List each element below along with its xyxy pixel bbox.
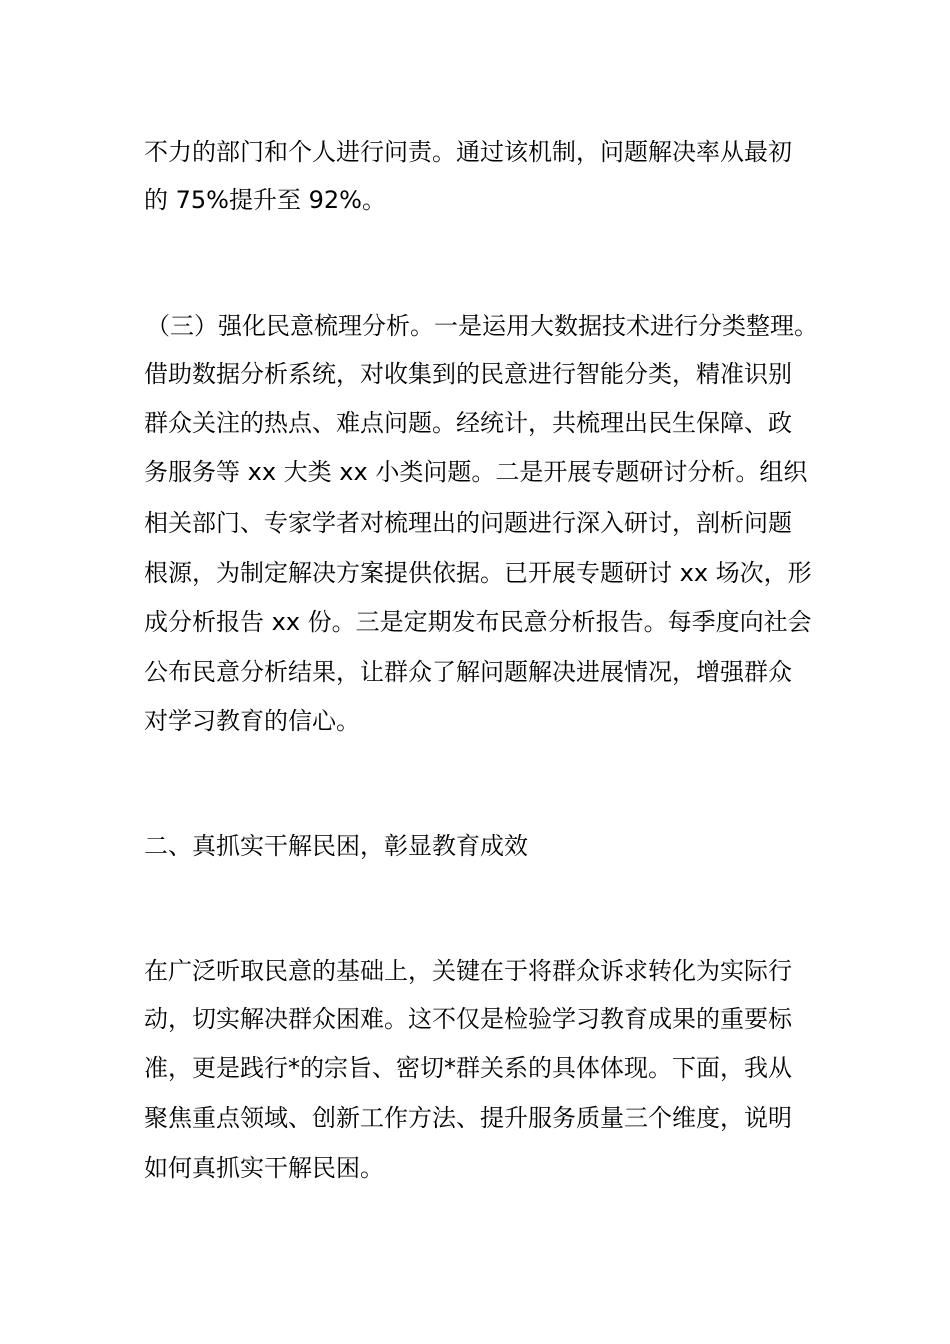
- text-line: 在广泛听取民意的基础上，关键在于将群众诉求转化为实际行: [144, 957, 792, 985]
- text-line: 如何真抓实干解民困。: [144, 1154, 384, 1182]
- text-line: 的 75%提升至 92%。: [144, 186, 386, 214]
- text-line: 群众关注的热点、难点问题。经统计，共梳理出民生保障、政: [144, 409, 792, 437]
- text-line: 借助数据分析系统，对收集到的民意进行智能分类，精准识别: [144, 360, 792, 388]
- text-line: （三）强化民意梳理分析。一是运用大数据技术进行分类整理。: [146, 312, 818, 340]
- text-line: 公布民意分析结果，让群众了解问题解决进展情况，增强群众: [144, 658, 792, 686]
- text-line: 根源，为制定解决方案提供依据。已开展专题研讨 xx 场次，形: [144, 559, 812, 587]
- text-line: 对学习教育的信心。: [144, 707, 360, 735]
- text-line: 相关部门、专家学者对梳理出的问题进行深入研讨，剖析问题: [144, 509, 792, 537]
- heading-line: 二、真抓实干解民困，彰显教育成效: [144, 832, 528, 860]
- text-line: 务服务等 xx 大类 xx 小类问题。二是开展专题研讨分析。组织: [144, 458, 808, 486]
- text-line: 成分析报告 xx 份。三是定期发布民意分析报告。每季度向社会: [144, 608, 812, 636]
- text-line: 准，更是践行*的宗旨、密切*群关系的具体体现。下面，我从: [144, 1054, 792, 1082]
- text-line: 聚焦重点领域、创新工作方法、提升服务质量三个维度，说明: [144, 1104, 792, 1132]
- text-line: 不力的部门和个人进行问责。通过该机制，问题解决率从最初: [144, 138, 792, 166]
- text-line: 动，切实解决群众困难。这不仅是检验学习教育成果的重要标: [144, 1005, 792, 1033]
